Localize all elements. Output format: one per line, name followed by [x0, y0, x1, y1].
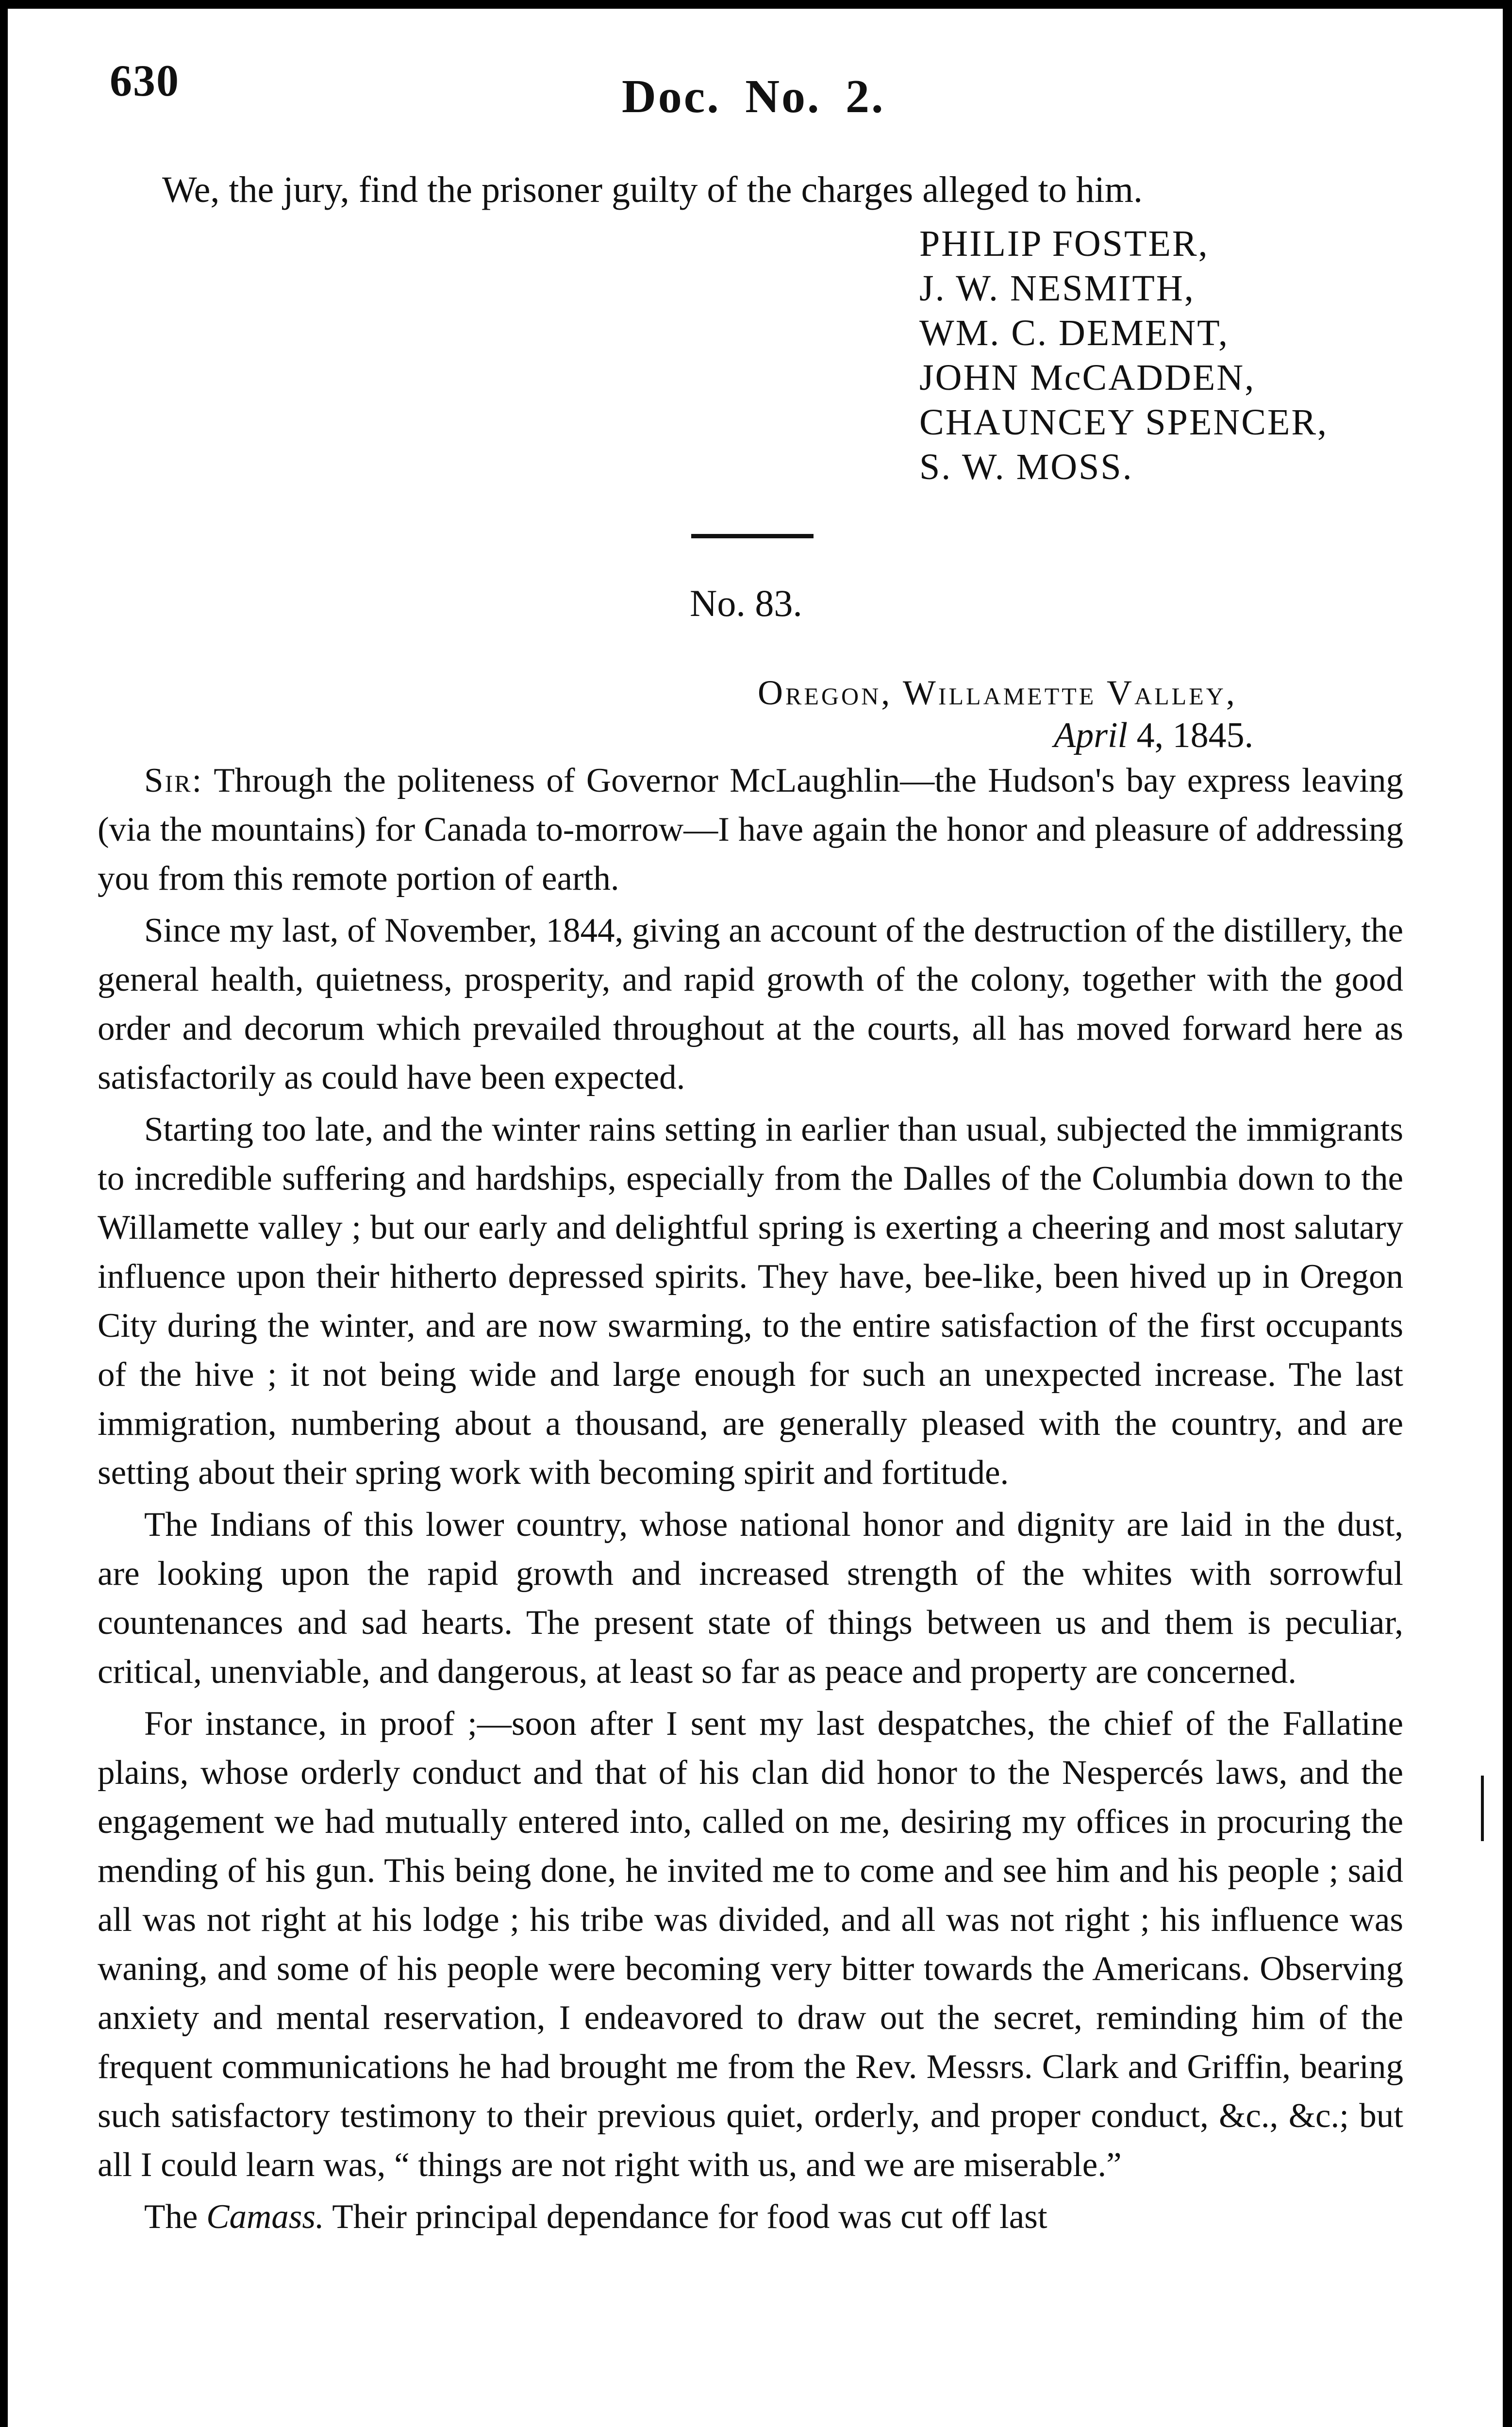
section-divider: [691, 534, 814, 538]
letter-body: [98, 756, 1403, 2244]
paragraph-text: Their principal dependance for food was cut off last: [324, 2198, 1047, 2236]
juror-name: PHILIP FOSTER,: [919, 223, 1209, 264]
paragraph: The Indians of this lower country, whose national honor and dignity are laid in the dust, are looking upon the rapid growth and increased strength of the whites with sorrowful countenances and sad hearts. The present state of things between us and them is peculiar, critical, unenviable, and dangerous, at least so far as peace and property are concerned.: [98, 1506, 1403, 1691]
juror-name: S. W. MOSS.: [919, 447, 1133, 487]
juror-signatures: [919, 221, 1328, 489]
juror-name: J. W. NESMITH,: [919, 268, 1195, 309]
document-page: [8, 9, 1503, 2427]
juror-name: JOHN McCADDEN,: [919, 357, 1256, 398]
dateline-place: Oregon, Willamette Valley,: [758, 673, 1237, 712]
salutation: Sir:: [144, 762, 203, 799]
paragraph: Since my last, of November, 1844, giving an account of the destruction of the distillery, the general health, quietness, prosperity, and rapid growth of the colony, together with the good order and decorum which prevailed throughout at the courts, all has moved forward here as satisfactorily as could have been expected.: [98, 912, 1403, 1097]
paragraph: Starting too late, and the winter rains setting in earlier than usual, subjected the immigrants to incredible suffering and hardships, especially from the Dalles of the Columbia down to the Willamette valley ; but our early and delightful spring is exerting a cheering and most salutary influence upon their hitherto depressed spirits. They have, bee-like, been hived up in Oregon City during the winter, and are now swarming, to the entire satisfaction of the first occupants of the hive ; it not being wide and large enough for such an unexpected increase. The last immigration, numbering about a thousand, are generally pleased with the country, and are setting about their spring work with becoming spirit and fortitude.: [98, 1111, 1403, 1492]
paragraph: [98, 2193, 1403, 2242]
dateline-date: [1054, 715, 1253, 756]
juror-name: CHAUNCEY SPENCER,: [919, 402, 1329, 443]
paragraph-text: The: [144, 2198, 207, 2236]
italic-term: Camass.: [206, 2198, 324, 2236]
jury-verdict: We, the jury, find the prisoner guilty of the charges alleged to him.: [162, 169, 1143, 210]
letter-number: No. 83.: [690, 582, 802, 624]
page-number: 630: [110, 56, 180, 105]
dateline-day-year: 4, 1845.: [1128, 715, 1254, 755]
document-title: Doc. No. 2.: [622, 70, 885, 123]
paragraph-text: Through the politeness of Governor McLaughlin—the Hudson's bay express leaving (via the mountains) for Canada to-morrow—I have again the honor and pleasure of addressing you from this remote portion of earth.: [98, 762, 1403, 898]
dateline-month: April: [1054, 715, 1128, 755]
paragraph: [98, 756, 1403, 903]
margin-mark: [1481, 1776, 1484, 1841]
juror-name: WM. C. DEMENT,: [919, 313, 1229, 353]
paragraph: For instance, in proof ;—soon after I sent my last despatches, the chief of the Fallatine plains, whose orderly conduct and that of his clan did honor to the Nespercés laws, and the engagement we had mutually entered into, called on me, desiring my offices in procuring the mending of his gun. This being done, he invited me to come and see him and his people ; said all was not right at his lodge ; his tribe was divided, and all was not right ; his influence was waning, and some of his people were becoming very bitter towards the Americans. Observing anxiety and mental reservation, I endeavored to draw out the secret, reminding him of the frequent communications he had brought me from the Rev. Messrs. Clark and Griffin, bearing such satisfactory testimony to their previous quiet, orderly, and proper conduct, &c., &c.; but all I could learn was, “ things are not right with us, and we are miserable.”: [98, 1705, 1403, 2184]
